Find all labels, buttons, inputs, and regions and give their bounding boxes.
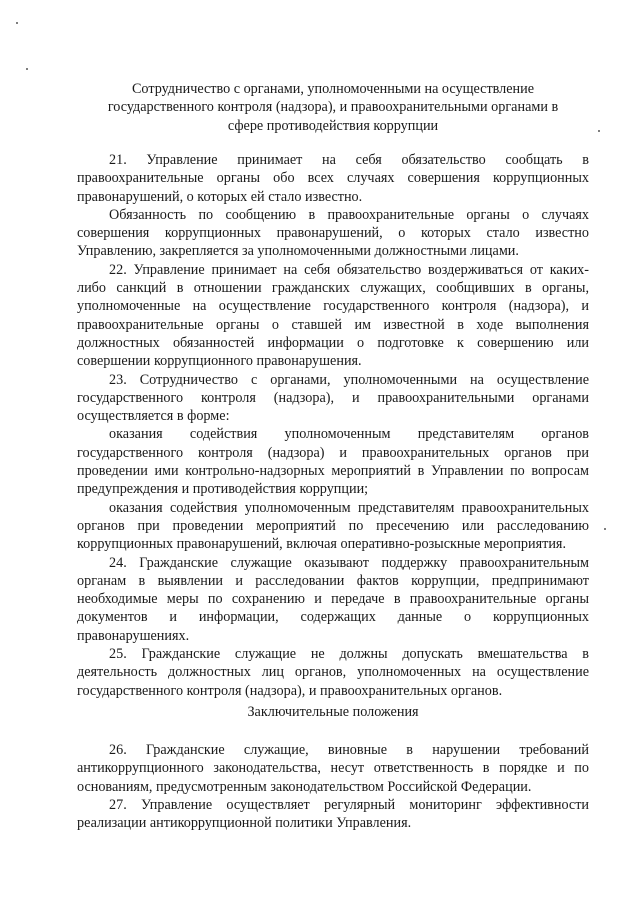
paragraph-21: 21. Управление принимает на себя обязательство сообщать в правоохранительные органы обо всех случаях совершения коррупционных правонарушений, о которых ей стало известно. bbox=[77, 152, 589, 205]
heading-line: Сотрудничество с органами, уполномоченными на осуществление bbox=[131, 81, 535, 97]
heading-line: Заключительные положения bbox=[247, 704, 419, 720]
section-heading-cooperation bbox=[77, 80, 589, 135]
scan-speck bbox=[26, 68, 28, 70]
section-heading-final-provisions bbox=[77, 703, 589, 721]
heading-line: сфере противодействия коррупции bbox=[227, 117, 439, 134]
paragraph-23-form-2: оказания содействия уполномоченным представителям правоохранительных органов при проведении мероприятий по пресечению или расследованию коррупционных правонарушений, включая оперативно-розыскные мероприятия. bbox=[77, 499, 589, 553]
scan-speck bbox=[16, 22, 18, 24]
paragraph-25: 25. Гражданские служащие не должны допускать вмешательства в деятельность должностных лиц органов, уполномоченных на осуществление государственного контроля (надзора), и правоохранительных органов. bbox=[77, 646, 589, 699]
section-body-cooperation bbox=[77, 151, 589, 700]
section-body-final-provisions bbox=[77, 741, 589, 832]
paragraph-26: 26. Гражданские служащие, виновные в нарушении требований антикоррупционного законодательства, несут ответственность в порядке и по основаниям, предусмотренным законодательством Российской Федерации. bbox=[77, 742, 589, 795]
paragraph-21-duty: Обязанность по сообщению в правоохранительные органы о случаях совершения коррупционных правонарушений, о которых стало известно Управлению, закрепляется за уполномоченными должностными лицами. bbox=[77, 206, 589, 260]
scan-speck bbox=[604, 528, 606, 530]
paragraph-24: 24. Гражданские служащие оказывают поддержку правоохранительным органам в выявлении и расследовании фактов коррупции, предпринимают необходимые меры по сохранению и передаче в правоохранительные органы документов и информации, содержащих данные о коррупционных правонарушениях. bbox=[77, 554, 589, 644]
heading-line: государственного контроля (надзора), и правоохранительными органами в bbox=[107, 99, 559, 116]
paragraph-23: 23. Сотрудничество с органами, уполномоченными на осуществление государственного контроля (надзора), и правоохранительными органами осуществляется в форме: bbox=[77, 371, 589, 425]
scan-speck bbox=[598, 130, 600, 132]
paragraph-27: 27. Управление осуществляет регулярный мониторинг эффективности реализации антикоррупционной политики Управления. bbox=[77, 796, 589, 832]
paragraph-23-form-1: оказания содействия уполномоченным представителям органов государственного контроля (надзора) и правоохранительных органов при проведении ими контрольно-надзорных мероприятий в Управлении по вопросам предупреждения и противодействия коррупции; bbox=[77, 426, 589, 498]
paragraph-22: 22. Управление принимает на себя обязательство воздерживаться от каких-либо санкций в отношении гражданских служащих, сообщивших в органы, уполномоченные на осуществление государственного контроля (надзора), и правоохранительные органы о ставшей им известной в ходе выполнения должностных обязанностей информации о подготовке к совершению или совершении коррупционного правонарушения. bbox=[77, 261, 589, 370]
